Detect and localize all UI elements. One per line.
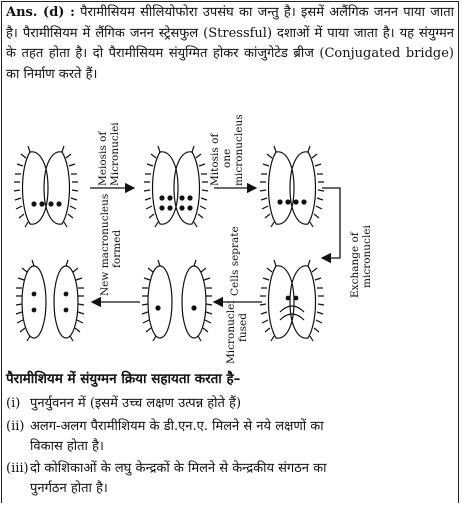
stage-3-cells bbox=[260, 146, 324, 227]
fused-label: Micronuclei fused bbox=[225, 300, 249, 364]
stage-1-cells bbox=[14, 146, 78, 227]
mitosis-label: Mitosis of one micronucleus bbox=[209, 114, 245, 186]
benefit-item-1: (i) पुनर्युवनन में (इसमें उच्च लक्षण उत्पन्न होते हैं) bbox=[6, 396, 242, 411]
benefit-item-2: (ii) अलग-अलग पैरामीशियम के डी.एन.ए. मिलने से नये लक्षणों का विकास होता है। bbox=[6, 419, 324, 454]
benefit-item-3: (iii)दो कोशिकाओं के लघु केन्द्रकों के मिलने से केन्द्रकीय संगठन का पुनर्गठन होता है। bbox=[6, 461, 327, 496]
stage-5-nuclei bbox=[155, 305, 196, 310]
stage-2-cells bbox=[144, 146, 208, 227]
exchange-label: Exchange of micronuclei bbox=[349, 225, 373, 298]
stage-5-cells bbox=[142, 260, 212, 341]
answer-lead: Ans. (d) : bbox=[6, 5, 75, 20]
conjugation-diagram bbox=[0, 108, 462, 366]
arrow-exchange bbox=[322, 188, 340, 258]
stage-4-cells bbox=[260, 260, 324, 341]
stage-6-cells bbox=[16, 260, 84, 341]
stage-3-nuclei bbox=[277, 199, 306, 204]
meiosis-label: Meiosis of Micronuclei bbox=[97, 122, 121, 186]
answer-paragraph bbox=[6, 3, 454, 85]
stage-6-nuclei bbox=[32, 292, 69, 313]
new-macronucleus-label: New macronucleus formed bbox=[99, 193, 123, 296]
cells-separate-label: Cells seprate bbox=[229, 226, 241, 296]
benefits-heading: पैरामीशियम में संयुग्मन क्रिया सहायता करता है– bbox=[6, 371, 241, 387]
stage-4-nuclei bbox=[286, 296, 299, 301]
answer-text: पैरामीसियम सीलियोफोरा उपसंघ का जन्तु है। इसमें अलैंगिक जनन पाया जाता है। पैरामीसियम में लैंगिक जनन स्ट्रेसफुल (Stressful) दशाओं में पाया जाता है। यह संयुग्मन के तहत होता है। दो पैरामीसियम संयुग्मित होकर कांजुगेटेड ब्रीज (Conjugated bridge) का निर्माण करते हैं। bbox=[6, 5, 454, 82]
